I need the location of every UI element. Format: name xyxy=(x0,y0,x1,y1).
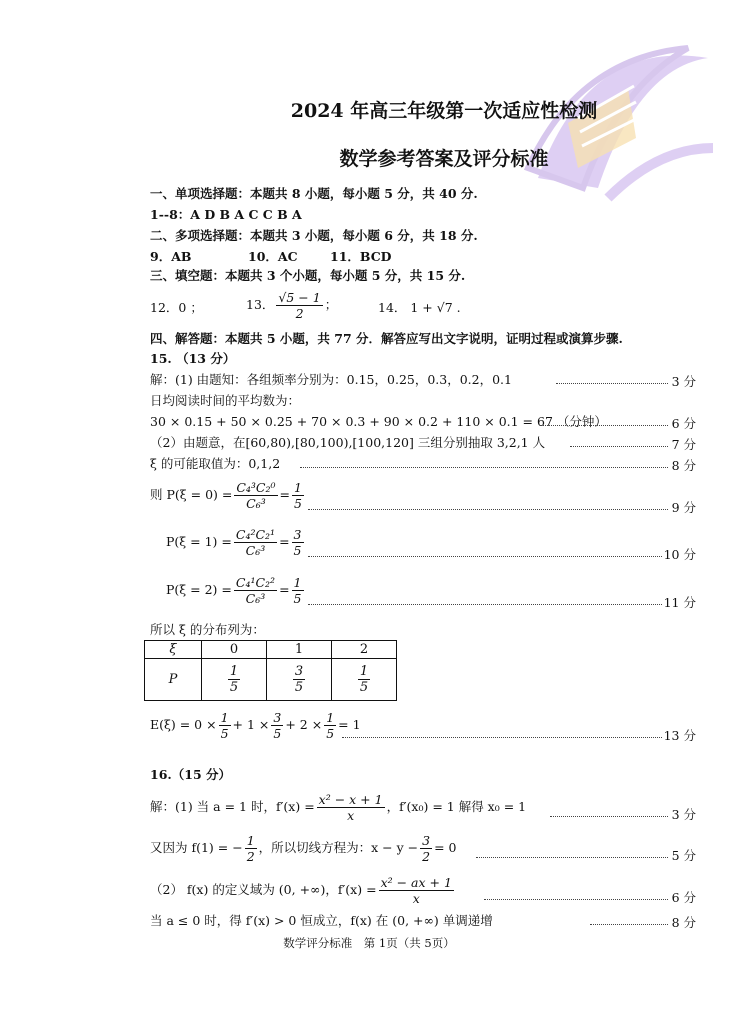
q15-heading: 15. （13 分） xyxy=(150,351,236,366)
fraction-numerator: 1 xyxy=(326,710,335,725)
fraction-numerator: x² − ax + 1 xyxy=(380,875,452,890)
fraction-denominator: 5 xyxy=(293,543,302,558)
page-footer: 数学评分标准 第 1页（共 5页） xyxy=(283,936,455,950)
section4-heading: 四、解答题：本题共 5 小题，共 77 分．解答应写出文字说明，证明过程或演算步骤. xyxy=(150,331,623,346)
q16-text: ，所以切线方程为：x − y − xyxy=(258,840,419,855)
score-mark: 6 分 xyxy=(671,416,696,431)
table-cell xyxy=(332,659,397,701)
section2-heading: 二、多项选择题：本题共 3 小题，每小题 6 分，共 18 分. xyxy=(150,228,478,243)
expect-tail: = 1 xyxy=(338,717,361,732)
expect-fraction xyxy=(219,710,231,741)
prob-xi-1: P(ξ = 1) = $\frac{\text{C₄²C₂¹}}{\text{C₆³}}$ = $\frac{3}{5}$ xyxy=(166,527,302,558)
prob-fraction xyxy=(234,480,277,511)
expectation-line xyxy=(150,710,361,741)
leader-dots xyxy=(476,857,668,858)
q15-line2: 日均阅读时间的平均数为： xyxy=(150,393,301,408)
leader-dots xyxy=(342,737,662,738)
leader-dots xyxy=(540,425,668,426)
section3-heading: 三、填空题：本题共 3 个小题，每小题 5 分，共 15 分. xyxy=(150,268,466,283)
prob-value xyxy=(292,575,304,606)
fraction-denominator: x xyxy=(412,891,420,906)
score-mark: 7 分 xyxy=(671,437,696,452)
q16-text: 解：(1) 当 a = 1 时，f′(x) = xyxy=(150,799,315,814)
table-row xyxy=(145,641,397,659)
fraction-numerator: 1 xyxy=(294,480,302,495)
q16-line1 xyxy=(150,792,526,823)
page-subtitle: 数学参考答案及评分标准 xyxy=(339,148,549,170)
fraction-numerator: 1 xyxy=(246,833,255,848)
q16-text: = 0 xyxy=(434,840,457,855)
expect-fraction xyxy=(271,710,283,741)
table-cell: 1 xyxy=(267,641,332,659)
q11-answer: 11．BCD xyxy=(330,249,392,264)
q16-text: （2） f(x) 的定义域为 (0, +∞)，f′(x) = xyxy=(150,882,377,897)
leader-dots xyxy=(484,899,668,900)
q16-line3 xyxy=(150,875,456,906)
expect-fraction xyxy=(324,710,336,741)
q13-tail: ； xyxy=(324,297,338,312)
score-mark: 9 分 xyxy=(671,500,696,515)
table-cell: 0 xyxy=(202,641,267,659)
fraction-numerator: 1 xyxy=(359,664,369,679)
distribution-intro: 所以 ξ 的分布列为： xyxy=(150,622,265,637)
fraction-numerator: C₄³C₂⁰ xyxy=(236,480,276,495)
fraction-numerator: 1 xyxy=(220,710,229,725)
q13-numerator: √5 − 1 xyxy=(278,290,321,305)
leader-dots xyxy=(300,467,668,468)
fraction-denominator: C₆³ xyxy=(246,496,266,511)
q15-line1: 解：(1) 由题知：各组频率分别为：0.15，0.25，0.3，0.2，0.1 xyxy=(150,372,512,387)
q15-line4: （2）由题意，在[60,80),[80,100),[100,120] 三组分别抽取 3,2,1 人 xyxy=(150,435,546,450)
score-mark: 8 分 xyxy=(671,458,696,473)
fraction-denominator: x xyxy=(347,808,355,823)
prob-fraction xyxy=(234,527,277,558)
fraction-denominator: 5 xyxy=(293,591,302,606)
q13-answer xyxy=(246,290,337,321)
q16-fraction xyxy=(420,833,432,864)
q13-denominator: 2 xyxy=(295,306,304,321)
leader-dots xyxy=(550,816,668,817)
q10-answer: 10．AC xyxy=(248,249,298,264)
section1-heading: 一、单项选择题：本题共 8 小题，每小题 5 分，共 40 分. xyxy=(150,186,478,201)
fraction-denominator: 2 xyxy=(422,849,431,864)
table-cell: ξ xyxy=(145,641,202,659)
q13-label: 13． xyxy=(246,297,275,312)
expect-prefix: E(ξ) = 0 × xyxy=(150,717,217,732)
score-mark: 11 分 xyxy=(663,595,696,610)
fraction-numerator: 1 xyxy=(229,664,239,679)
prob-value xyxy=(292,527,304,558)
q16-fraction xyxy=(317,792,385,823)
leader-dots xyxy=(590,924,668,925)
page-title: 2024 年高三年级第一次适应性检测 xyxy=(290,100,598,122)
fraction-denominator: 5 xyxy=(294,496,302,511)
prob-label: P(ξ = 1) = xyxy=(166,534,232,549)
leader-dots xyxy=(308,509,668,510)
table-cell xyxy=(202,659,267,701)
fraction-numerator: 3 xyxy=(293,527,302,542)
fraction-numerator: 3 xyxy=(273,710,282,725)
fraction-denominator: 5 xyxy=(273,726,282,741)
fraction-numerator: 1 xyxy=(293,575,302,590)
fraction-denominator: 5 xyxy=(326,726,335,741)
q16-fraction xyxy=(379,875,454,906)
fraction-numerator: x² − x + 1 xyxy=(318,792,383,807)
q16-fraction xyxy=(245,833,257,864)
prob-value xyxy=(292,480,304,511)
section1-answers: 1--8：A D B A C C B A xyxy=(150,207,302,222)
fraction-denominator: 5 xyxy=(229,680,239,695)
score-mark: 10 分 xyxy=(663,547,696,562)
fraction-denominator: C₆³ xyxy=(245,591,266,606)
score-mark: 3 分 xyxy=(671,807,696,822)
fraction-numerator: 3 xyxy=(294,664,304,679)
q13-fraction xyxy=(276,290,322,321)
distribution-table xyxy=(144,640,397,701)
score-mark: 5 分 xyxy=(671,848,696,863)
expect-mid: + 1 × xyxy=(232,717,270,732)
leader-dots xyxy=(556,383,668,384)
prob-fraction xyxy=(234,575,277,606)
prob-label: 则 P(ξ = 0) = xyxy=(150,487,233,502)
leader-dots xyxy=(570,446,668,447)
fraction-denominator: 2 xyxy=(246,849,255,864)
fraction-denominator: 5 xyxy=(294,680,304,695)
table-row xyxy=(145,659,397,701)
q15-line5: ξ 的可能取值为：0,1,2 xyxy=(150,456,281,471)
fraction-numerator: C₄¹C₂² xyxy=(235,575,276,590)
fraction-denominator: 5 xyxy=(359,680,369,695)
expect-mid: + 2 × xyxy=(285,717,323,732)
q16-text: 又因为 f(1) = − xyxy=(150,840,243,855)
fraction-denominator: C₆³ xyxy=(245,543,266,558)
q16-line2 xyxy=(150,833,457,864)
score-mark: 3 分 xyxy=(671,374,696,389)
leader-dots xyxy=(308,604,662,605)
score-mark: 13 分 xyxy=(663,728,696,743)
q14-answer: 14． 1 + √7 . xyxy=(378,300,461,315)
table-cell xyxy=(267,659,332,701)
q15-line3: 30 × 0.15 + 50 × 0.25 + 70 × 0.3 + 90 × 0.2 + 110 × 0.1 = 67 （分钟） xyxy=(150,414,607,429)
q16-text: ，f′(x₀) = 1 解得 x₀ = 1 xyxy=(386,799,527,814)
table-cell: 2 xyxy=(332,641,397,659)
q16-line4: 当 a ≤ 0 时，得 f′(x) > 0 恒成立，f(x) 在 (0, +∞) 单调递增 xyxy=(150,913,493,928)
prob-label: P(ξ = 2) = xyxy=(166,582,232,597)
score-mark: 8 分 xyxy=(671,915,696,930)
prob-xi-2: P(ξ = 2) = $\frac{\text{C₄¹C₂²}}{\text{C₆³}}$ = $\frac{1}{5}$ xyxy=(166,575,302,606)
fraction-denominator: 5 xyxy=(220,726,229,741)
q16-heading: 16.（15 分） xyxy=(150,767,231,782)
fraction-numerator: C₄²C₂¹ xyxy=(235,527,276,542)
table-cell: P xyxy=(145,659,202,701)
prob-xi-0: 则 P(ξ = 0) = $\frac{\text{C₄³C₂⁰}}{\text{C₆³}}$ = $\frac{1}{5}$ xyxy=(150,480,302,511)
q9-answer: 9．AB xyxy=(150,249,192,264)
fraction-numerator: 3 xyxy=(422,833,431,848)
leader-dots xyxy=(308,556,662,557)
score-mark: 6 分 xyxy=(671,890,696,905)
q12-answer: 12．0 ； xyxy=(150,300,203,315)
